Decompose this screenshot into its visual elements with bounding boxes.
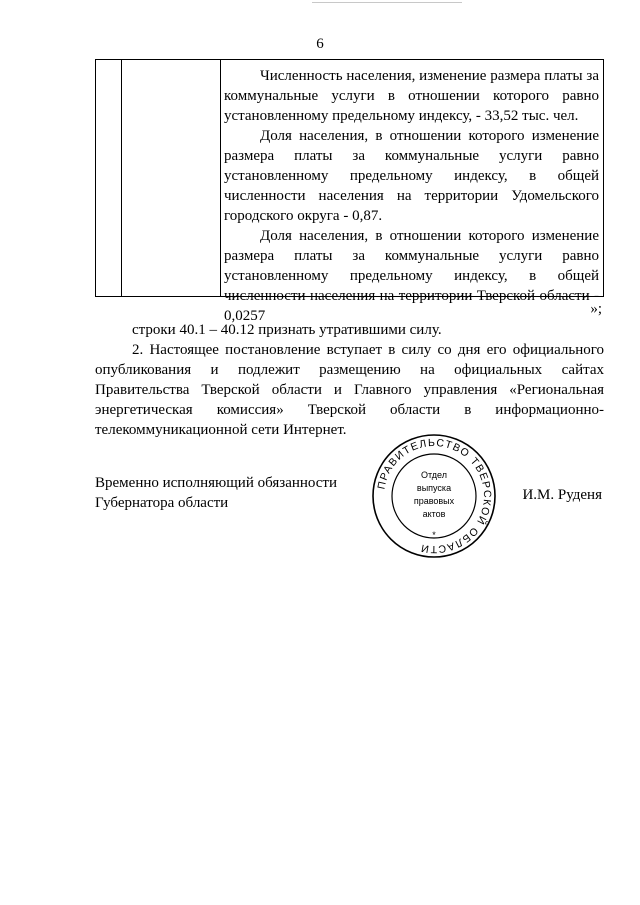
- table-paragraph: Доля населения, в отношении которого изменение размера платы за коммунальные услуги равно установленному предельному индексу, в общей численности населения на территории Тверской области - 0,0257: [224, 228, 599, 324]
- table-cell-text: [224, 66, 599, 326]
- header-rule: [312, 2, 462, 3]
- signatory-position-line: Временно исполняющий обязанности: [95, 475, 338, 491]
- svg-text:*: *: [432, 530, 436, 540]
- seal-center-text: актов: [422, 509, 446, 519]
- seal-center-text: правовых: [413, 496, 455, 506]
- seal-graphic: [371, 433, 497, 559]
- signatory-position: [95, 473, 337, 513]
- closing-quote: »;: [590, 301, 602, 317]
- seal-ring-text: ПРАВИТЕЛЬСТВО ТВЕРСКОЙ ОБЛАСТИ: [375, 436, 494, 556]
- page-number: 6: [316, 36, 324, 52]
- body-paragraph: 2. Настоящее постановление вступает в силу со дня его официального опубликования и подлежит размещению на официальных сайтах Правительства Тверской области и Главного управления «Региональная энергетическая комиссия» Тверской области в информационно-телекоммуникационной сети Интернет.: [95, 342, 604, 438]
- body-paragraph: строки 40.1 – 40.12 признать утратившими силу.: [132, 322, 442, 338]
- indicator-table: [95, 59, 604, 324]
- table-column-divider: [220, 60, 221, 296]
- seal-center-text: выпуска: [416, 483, 452, 493]
- body-text: [95, 320, 604, 440]
- signatory-name: И.М. Руденя: [522, 487, 602, 503]
- seal-center-text: Отдел: [420, 470, 448, 480]
- table-column-divider: [121, 60, 122, 296]
- table-paragraph: Доля населения, в отношении которого изменение размера платы за коммунальные услуги равно установленному предельному индексу, в общей численности населения на территории Удомельского городского округа - 0,87.: [224, 128, 599, 224]
- table-paragraph: Численность населения, изменение размера платы за коммунальные услуги в отношении которого равно установленному предельному индексу, - 33,52 тыс. чел.: [224, 68, 599, 124]
- signatory-position-line: Губернатора области: [95, 495, 229, 511]
- official-seal: [371, 433, 497, 559]
